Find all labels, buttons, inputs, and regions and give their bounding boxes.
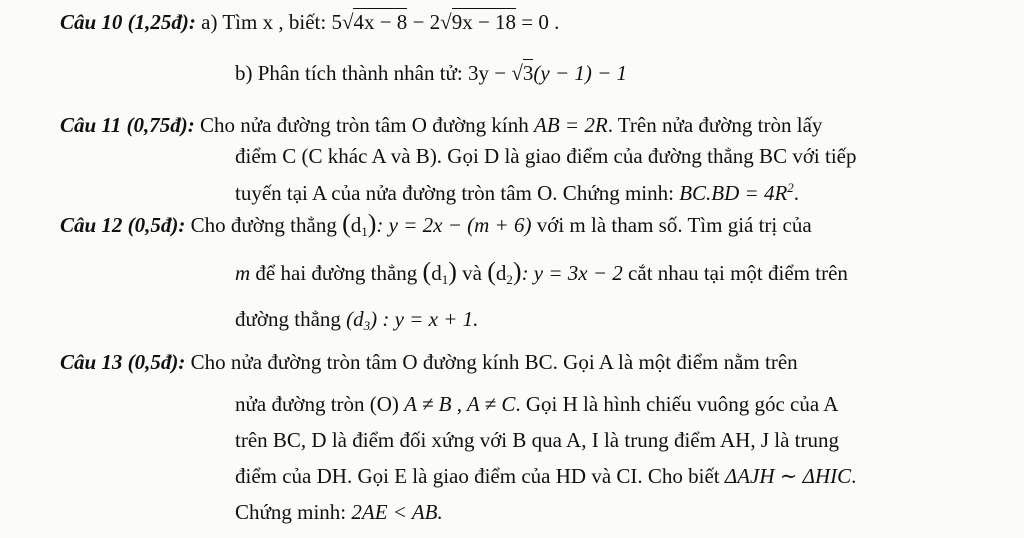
q13-label: Câu 13 (0,5đ): bbox=[60, 350, 186, 374]
q10-label: Câu 10 (1,25đ): bbox=[60, 10, 196, 34]
q12-and: và bbox=[462, 261, 482, 285]
q13-line-1 bbox=[60, 350, 798, 374]
q13-text-2-end: . Gọi H là hình chiếu vuông góc của A bbox=[515, 392, 839, 416]
q11-text-1-end: . Trên nửa đường tròn lấy bbox=[607, 113, 823, 137]
q12-math-3: $(d_3)$ : y = x + 1. bbox=[346, 307, 479, 333]
q12-line-2 bbox=[235, 257, 848, 292]
q12-text-3: đường thẳng bbox=[235, 307, 341, 331]
q12-d2: $(d_2)$ bbox=[487, 257, 522, 287]
q12-text-2-end: cắt nhau tại một điểm trên bbox=[628, 261, 848, 285]
q13-text-2: nửa đường tròn (O) bbox=[235, 392, 399, 416]
q10-a-text: a) Tìm x , biết: bbox=[201, 10, 327, 34]
q13-line-5 bbox=[235, 500, 443, 524]
q11-math-1: AB = 2R bbox=[534, 113, 608, 137]
q12-line-1 bbox=[60, 209, 812, 244]
q13-text-1: Cho nửa đường tròn tâm O đường kính BC. Gọi A là một điểm nằm trên bbox=[190, 350, 798, 374]
q12-line-3 bbox=[235, 307, 478, 338]
q12-d1: $(d_1)$ bbox=[342, 209, 377, 239]
q10-line-a bbox=[60, 10, 559, 34]
q13-math-2: A ≠ B , A ≠ C bbox=[404, 392, 516, 416]
q13-math-4: ΔAJH ∼ ΔHIC bbox=[724, 464, 852, 488]
q12-label: Câu 12 (0,5đ): bbox=[60, 213, 186, 237]
q12-text-1: Cho đường thẳng bbox=[190, 213, 337, 237]
q13-math-5: 2AE < AB. bbox=[351, 500, 443, 524]
q12-text-1-end: với m là tham số. Tìm giá trị của bbox=[536, 213, 812, 237]
q13-text-4: điểm của DH. Gọi E là giao điểm của HD và CI. Cho biết bbox=[235, 464, 720, 488]
q11-line-1 bbox=[60, 113, 822, 137]
q10-a-math: 5√4x − 8 − 2√9x − 18 = 0 . bbox=[331, 10, 560, 34]
q12-text-2: để hai đường thẳng bbox=[255, 261, 418, 285]
q10-b-text: b) Phân tích thành nhân tử: bbox=[235, 61, 463, 85]
q12-d1b: $(d_1)$ bbox=[422, 257, 457, 287]
q11-math-3: $BC.BD = 4R^2$ bbox=[679, 180, 794, 205]
q13-line-4: điểm của DH. Gọi E là giao điểm của HD và CI. Cho biết ΔAJH ∼ ΔHIC. bbox=[235, 464, 857, 488]
q13-line-3: trên BC, D là điểm đối xứng với B qua A, I là trung điểm AH, J là trung bbox=[235, 428, 840, 452]
q10-b-math: 3y − √3(y − 1) − 1 bbox=[468, 61, 628, 85]
q11-text-1: Cho nửa đường tròn tâm O đường kính bbox=[200, 113, 529, 137]
q10-line-b bbox=[235, 61, 627, 85]
q12-math-1: : y = 2x − (m + 6) bbox=[376, 213, 532, 237]
q12-m: m bbox=[235, 261, 251, 285]
q11-line-2: điểm C (C khác A và B). Gọi D là giao điểm của đường thẳng BC với tiếp bbox=[235, 144, 857, 168]
q11-label: Câu 11 (0,75đ): bbox=[60, 113, 195, 137]
q12-math-2: : y = 3x − 2 bbox=[521, 261, 623, 285]
q11-text-3: tuyến tại A của nửa đường tròn tâm O. Chứng minh: bbox=[235, 181, 674, 205]
q11-line-3: tuyến tại A của nửa đường tròn tâm O. Chứng minh: $BC.BD = 4R^2$. bbox=[235, 180, 800, 205]
q13-line-2 bbox=[235, 392, 838, 416]
q13-text-5: Chứng minh: bbox=[235, 500, 347, 524]
